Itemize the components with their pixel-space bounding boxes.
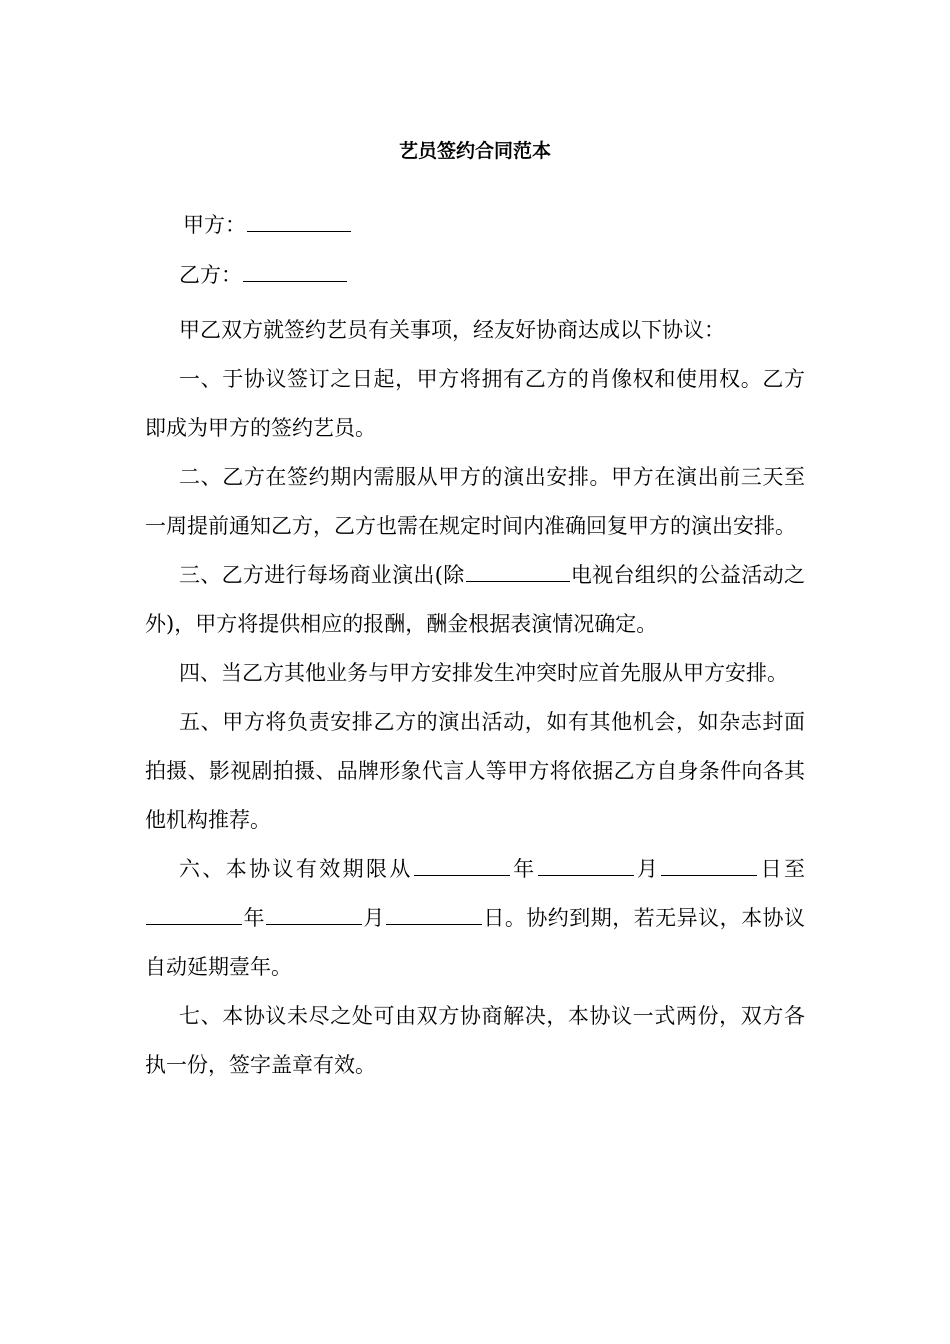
- intro-paragraph: 甲乙双方就签约艺员有关事项，经友好协商达成以下协议：: [179, 318, 725, 342]
- clause-3-text-b: 电视台组织的公益活动之外)，甲方将提供相应的报酬，酬金根据表演情况确定。: [145, 563, 805, 636]
- party-a-line: [183, 211, 352, 239]
- clause-3: [145, 551, 805, 649]
- clause-6-month-1: 月: [634, 857, 661, 881]
- start-year-blank: [414, 855, 510, 876]
- clause-6-end: 日。协约到期，若无异议，本协议自动延期壹年。: [145, 906, 806, 979]
- contract-body: [145, 306, 805, 1090]
- party-b-blank: [243, 261, 347, 282]
- clause-2: 二、乙方在签约期内需服从甲方的演出安排。甲方在演出前三天至一周提前通知乙方，乙方也需在规定时间内准确回复甲方的演出安排。: [145, 465, 805, 538]
- start-month-blank: [538, 855, 634, 876]
- clause-6: [145, 845, 805, 992]
- clause-3-text-a: 三、乙方进行每场商业演出(除: [179, 563, 465, 587]
- clause-3-blank: [466, 561, 570, 582]
- party-b-line: [179, 261, 348, 289]
- end-year-blank: [146, 904, 242, 925]
- clause-6-year-1: 年: [510, 857, 537, 881]
- clause-1: 一、于协议签订之日起，甲方将拥有乙方的肖像权和使用权。乙方即成为甲方的签约艺员。: [145, 367, 805, 440]
- party-a-blank: [247, 211, 351, 232]
- document-title: 艺员签约合同范本: [398, 140, 551, 162]
- end-day-blank: [386, 904, 482, 925]
- party-a-label: 甲方：: [183, 213, 246, 237]
- clause-7: 七、本协议未尽之处可由双方协商解决，本协议一式两份，双方各执一份，签字盖章有效。: [145, 1004, 805, 1077]
- clause-6-day-1: 日至: [758, 857, 805, 881]
- clause-5: 五、甲方将负责安排乙方的演出活动，如有其他机会，如杂志封面拍摄、影视剧拍摄、品牌形象代言人等甲方将依据乙方自身条件向各其他机构推荐。: [145, 710, 805, 832]
- clause-6-year-2: 年: [243, 906, 265, 930]
- clause-6-from: 六、本协议有效期限从: [179, 857, 413, 881]
- start-day-blank: [661, 855, 757, 876]
- end-month-blank: [266, 904, 362, 925]
- clause-6-month-2: 月: [362, 906, 385, 930]
- clause-4: 四、当乙方其他业务与甲方安排发生冲突时应首先服从甲方安排。: [179, 661, 788, 685]
- party-b-label: 乙方：: [179, 263, 242, 287]
